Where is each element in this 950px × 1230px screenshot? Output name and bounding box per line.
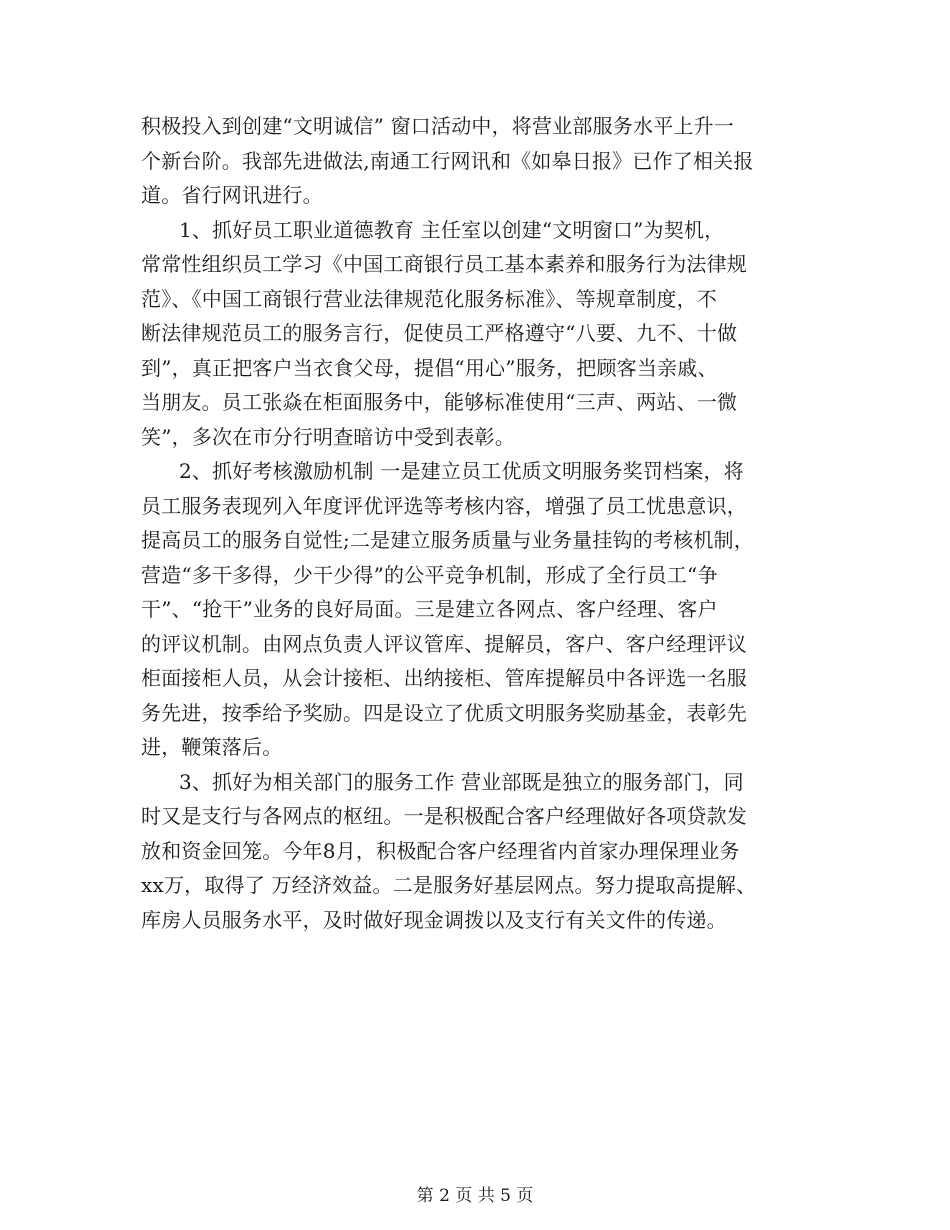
- body-text: [141, 109, 811, 937]
- text-line: 道。省行网讯进行。: [141, 183, 323, 207]
- text-line: 时又是支行与各网点的枢纽。一是积极配合客户经理做好各项贷款发: [141, 804, 747, 828]
- text-line: 务先进，按季给予奖励。四是设立了优质文明服务奖励基金，表彰先: [141, 700, 747, 725]
- section-heading-line: 3、抓好为相关部门的服务工作 营业部既是独立的服务部门，同: [179, 769, 744, 794]
- text-line: 积极投入到创建“文明诚信” 窗口活动中，将营业部服务水平上升一: [141, 114, 735, 138]
- section-heading-line: 2、抓好考核激励机制 一是建立员工优质文明服务奖罚档案，将: [179, 459, 744, 483]
- page-number-footer: 第 2 页 共 5 页: [416, 1186, 534, 1206]
- text-line: 范》、《中国工商银行营业法律规范化服务标准》、等规章制度，不: [141, 286, 717, 311]
- text-line: 的评议机制。由网点负责人评议管库、提解员，客户、客户经理评议: [141, 631, 747, 656]
- text-line: 当朋友。员工张焱在柜面服务中，能够标准使用“三声、两站、一微: [141, 390, 738, 414]
- text-line: 放和资金回笼。今年8月，积极配合客户经理省内首家办理保理业务: [141, 838, 740, 863]
- text-line: 库房人员服务水平，及时做好现金调拨以及支行有关文件的传递。: [141, 907, 727, 932]
- text-line: xx万，取得了 万经济效益。二是服务好基层网点。努力提取高提解、: [141, 873, 757, 897]
- section-heading-line: 1、抓好员工职业道德教育 主任室以创建“文明窗口”为契机，: [179, 217, 725, 242]
- text-line: 员工服务表现列入年度评优评选等考核内容，增强了员工忧患意识，: [141, 493, 747, 518]
- text-line: 个新台阶。我部先进做法,南通工行网讯和《如皋日报》已作了相关报: [141, 148, 754, 173]
- text-line: 营造“多干多得，少干少得”的公平竞争机制，形成了全行员工“争: [141, 562, 718, 587]
- text-line: 干”、“抢干”业务的良好局面。三是建立各网点、客户经理、客户: [141, 597, 718, 621]
- text-line: 断法律规范员工的服务言行，促使员工严格遵守“八要、九不、十做: [141, 321, 738, 345]
- text-line: 笑”，多次在市分行明查暗访中受到表彰。: [141, 424, 516, 449]
- text-line: 进，鞭策落后。: [141, 735, 283, 759]
- text-line: 提高员工的服务自觉性;二是建立服务质量与业务量挂钩的考核机制，: [141, 528, 754, 552]
- text-line: 柜面接柜人员，从会计接柜、出纳接柜、管库提解员中各评选一名服: [141, 666, 747, 690]
- text-line: 到”，真正把客户当衣食父母，提倡“用心”服务，把顾客当亲戚、: [141, 355, 718, 380]
- text-line: 常常性组织员工学习《中国工商银行员工基本素养和服务行为法律规: [141, 252, 747, 276]
